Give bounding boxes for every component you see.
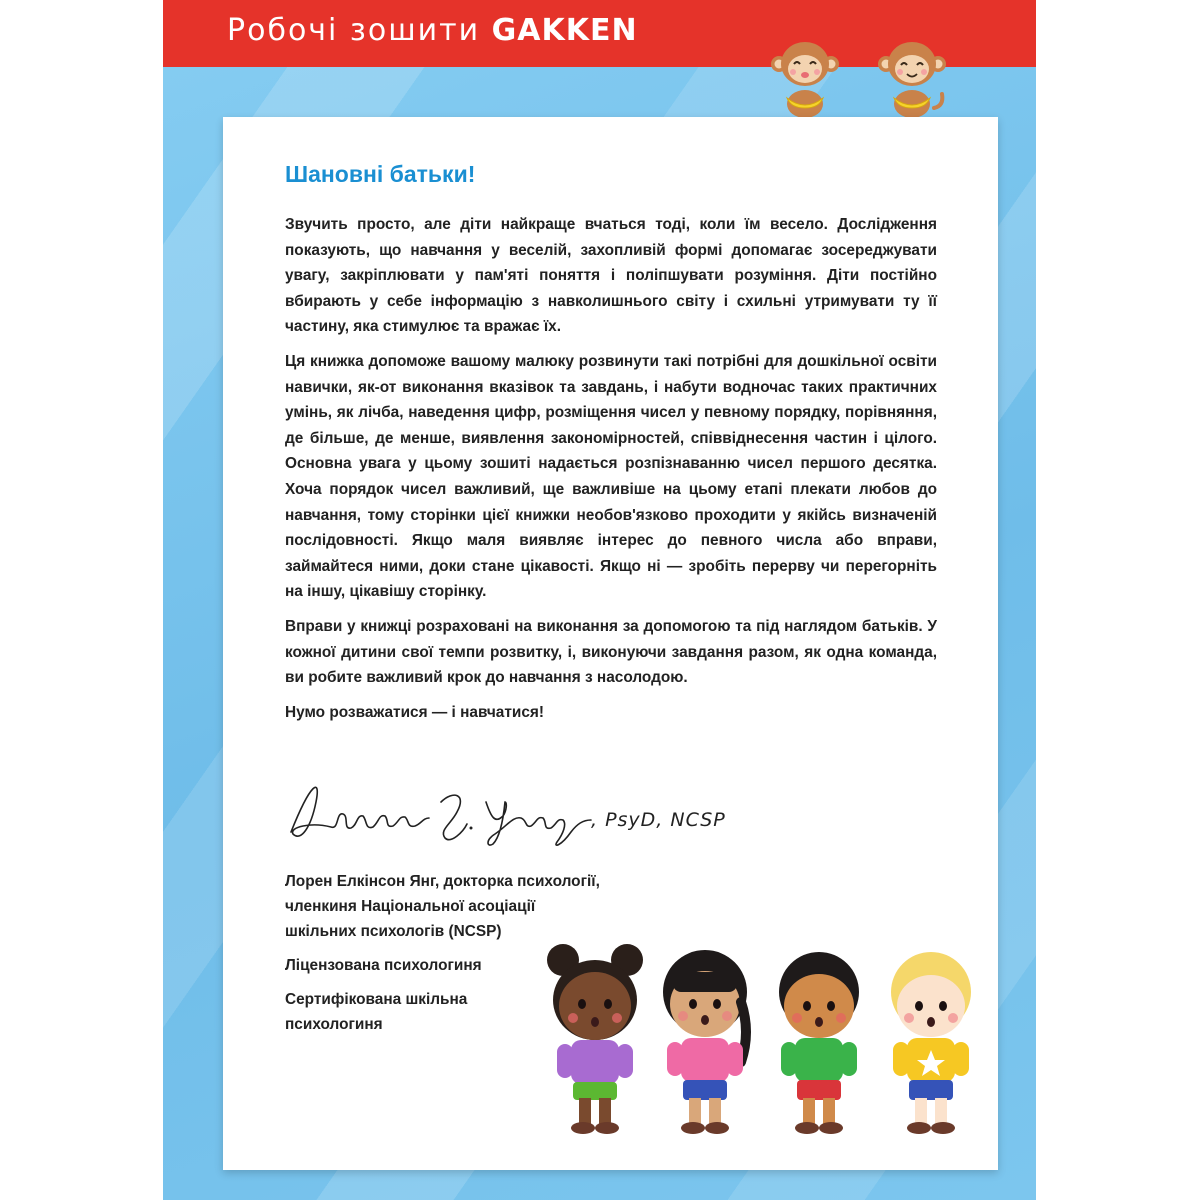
author-certification-line: психологиня	[285, 1016, 383, 1033]
author-name-line: шкільних психологів (NCSP)	[285, 923, 502, 940]
author-license: Ліцензована психологиня	[285, 957, 482, 974]
child-figure-icon	[891, 952, 971, 1134]
author-certification-line: Сертифікована шкільна	[285, 991, 468, 1008]
signature	[281, 772, 601, 852]
workbook-page	[163, 0, 1036, 1200]
letter-card	[223, 117, 998, 1170]
letter-closing: Нумо розважатися — і навчатися!	[285, 703, 544, 721]
letter-heading: Шановні батьки!	[285, 161, 476, 187]
signature-credentials: , PsyD, NCSP	[591, 809, 726, 831]
children-illustration	[533, 932, 993, 1147]
child-figure-icon	[779, 952, 859, 1134]
child-figure-icon	[547, 944, 643, 1134]
series-title	[227, 13, 638, 48]
letter-body	[285, 212, 937, 734]
brand-name: GAKKEN	[491, 13, 638, 48]
letter-paragraph: Звучить просто, але діти найкраще вчаться тоді, коли їм весело. Дослідження показують, що навчання у веселій, захопливій формі допомагає зосереджувати увагу, закріплювати у пам'яті поняття і поліпшувати розуміння. Діти постійно вбирають у себе інформацію з навколишнього світу і схильні утримувати ту її частину, яка стимулює та вражає їх.	[285, 216, 937, 336]
series-title-text: Робочі зошити	[227, 13, 481, 48]
monkey-mascot-icon	[876, 38, 948, 118]
author-name-line: членкиня Національної асоціації	[285, 898, 536, 915]
author-name-line: Лорен Елкінсон Янг, докторка психології,	[285, 873, 600, 890]
child-figure-icon	[663, 950, 747, 1134]
letter-paragraph: Вправи у книжці розраховані на виконання за допомогою та під наглядом батьків. У кожної дитини свої темпи розвитку, і, виконуючи завдання разом, як одна команда, ви робите важливий крок до навчання з насолодою.	[285, 617, 937, 687]
monkey-mascot-icon	[769, 38, 841, 118]
letter-paragraph: Ця книжка допоможе вашому малюку розвинути такі потрібні для дошкільної освіти навички, як-от виконання вказівок та завдань, і набути водночас таких практичних умінь, як лічба, наведення цифр, розміщення чисел у певному порядку, порівняння, де більше, де менше, виявлення закономірностей, співвіднесення частин і цілого. Основна увага у цьому зошиті надається розпізнаванню чисел першого десятка. Хоча порядок чисел важливий, ще важливіше на цьому етапі плекати любов до навчання, тому сторінки цієї книжки необов'язково проходити у якійсь визначеній послідовності. Якщо маля виявляє інтерес до певного числа або вправи, займайтеся ними, доки стане цікавості. Якщо ні — зробіть перерву чи перегорніть на іншу, цікавішу сторінку.	[285, 352, 937, 601]
